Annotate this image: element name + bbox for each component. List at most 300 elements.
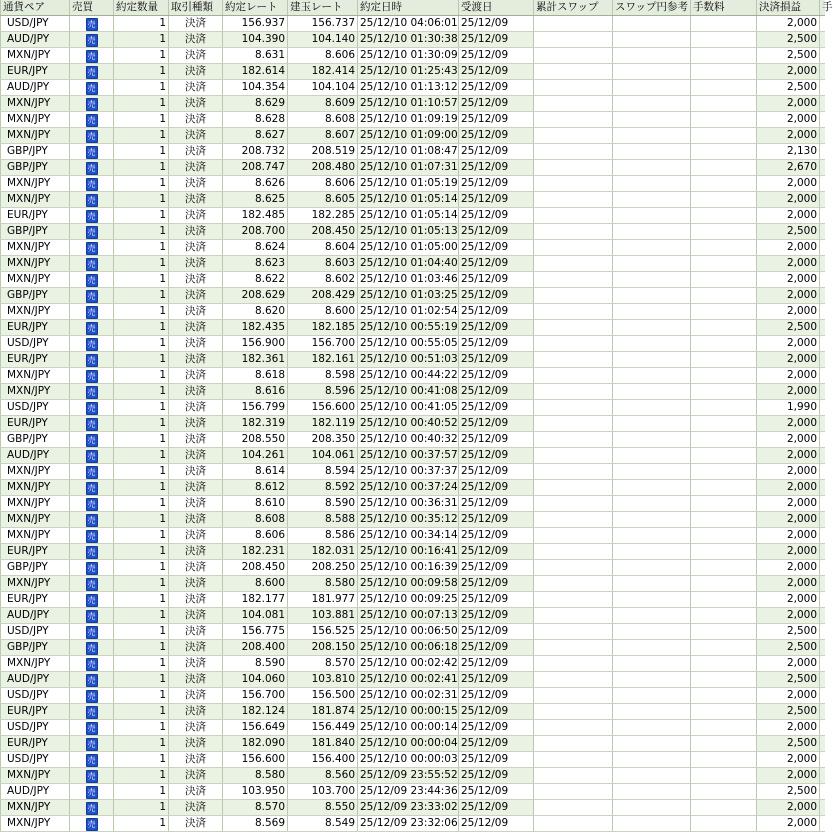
delivery-date-cell: 25/12/09 bbox=[459, 144, 534, 160]
table-row[interactable] bbox=[1, 672, 825, 688]
table-row[interactable] bbox=[1, 176, 825, 192]
sell-icon: 売 bbox=[87, 516, 96, 525]
col-header-cumulative-swap[interactable]: 累計スワップ bbox=[534, 0, 613, 16]
side-cell bbox=[70, 752, 114, 768]
col-header-delivery-date[interactable]: 受渡日 bbox=[459, 0, 534, 16]
sell-icon: 売 bbox=[87, 36, 96, 45]
currency-pair-cell: AUD/JPY bbox=[1, 608, 70, 624]
truncated-cell bbox=[820, 32, 825, 48]
fee-cell bbox=[691, 576, 757, 592]
exec-datetime-cell: 25/12/10 01:05:19 bbox=[358, 176, 459, 192]
cumulative-swap-cell bbox=[534, 672, 613, 688]
position-rate-cell: 8.607 bbox=[288, 128, 358, 144]
currency-pair-cell: AUD/JPY bbox=[1, 672, 70, 688]
sell-icon: 売 bbox=[87, 340, 96, 349]
trade-type-cell: 決済 bbox=[169, 16, 223, 32]
col-header-truncated[interactable]: 手 bbox=[820, 0, 825, 16]
col-header-exec-datetime[interactable]: 約定日時 bbox=[358, 0, 459, 16]
swap-yen-ref-cell bbox=[613, 272, 691, 288]
position-rate-cell: 8.598 bbox=[288, 368, 358, 384]
fee-cell bbox=[691, 240, 757, 256]
settlement-pl-cell: 2,130 bbox=[757, 144, 820, 160]
cumulative-swap-cell bbox=[534, 384, 613, 400]
delivery-date-cell: 25/12/09 bbox=[459, 736, 534, 752]
table-row[interactable] bbox=[1, 272, 825, 288]
quantity-cell: 1 bbox=[114, 224, 169, 240]
truncated-cell bbox=[820, 224, 825, 240]
quantity-cell: 1 bbox=[114, 432, 169, 448]
table-row[interactable] bbox=[1, 752, 825, 768]
position-rate-cell: 8.606 bbox=[288, 176, 358, 192]
truncated-cell bbox=[820, 624, 825, 640]
quantity-cell: 1 bbox=[114, 48, 169, 64]
truncated-cell bbox=[820, 384, 825, 400]
table-row[interactable] bbox=[1, 464, 825, 480]
currency-pair-cell: EUR/JPY bbox=[1, 320, 70, 336]
settlement-pl-cell: 2,000 bbox=[757, 800, 820, 816]
side-cell bbox=[70, 528, 114, 544]
truncated-cell bbox=[820, 464, 825, 480]
currency-pair-cell: MXN/JPY bbox=[1, 480, 70, 496]
table-row[interactable] bbox=[1, 288, 825, 304]
exec-rate-cell: 8.624 bbox=[223, 240, 288, 256]
swap-yen-ref-cell bbox=[613, 64, 691, 80]
settlement-pl-cell: 2,000 bbox=[757, 368, 820, 384]
truncated-cell bbox=[820, 416, 825, 432]
table-row[interactable] bbox=[1, 736, 825, 752]
settlement-pl-cell: 2,000 bbox=[757, 352, 820, 368]
trade-type-cell: 決済 bbox=[169, 544, 223, 560]
side-cell bbox=[70, 432, 114, 448]
col-header-fee[interactable]: 手数料 bbox=[691, 0, 757, 16]
exec-datetime-cell: 25/12/10 00:40:52 bbox=[358, 416, 459, 432]
delivery-date-cell: 25/12/09 bbox=[459, 512, 534, 528]
cumulative-swap-cell bbox=[534, 368, 613, 384]
exec-rate-cell: 8.606 bbox=[223, 528, 288, 544]
currency-pair-cell: USD/JPY bbox=[1, 688, 70, 704]
trade-type-cell: 決済 bbox=[169, 736, 223, 752]
col-header-currency-pair[interactable]: 通貨ペア bbox=[1, 0, 70, 16]
fee-cell bbox=[691, 304, 757, 320]
cumulative-swap-cell bbox=[534, 528, 613, 544]
quantity-cell: 1 bbox=[114, 736, 169, 752]
swap-yen-ref-cell bbox=[613, 96, 691, 112]
fee-cell bbox=[691, 96, 757, 112]
side-cell bbox=[70, 224, 114, 240]
trade-type-cell: 決済 bbox=[169, 48, 223, 64]
col-header-quantity[interactable]: 約定数量 bbox=[114, 0, 169, 16]
settlement-pl-cell: 2,500 bbox=[757, 320, 820, 336]
exec-rate-cell: 8.590 bbox=[223, 656, 288, 672]
table-row[interactable] bbox=[1, 816, 825, 832]
position-rate-cell: 104.104 bbox=[288, 80, 358, 96]
exec-rate-cell: 182.485 bbox=[223, 208, 288, 224]
exec-rate-cell: 182.435 bbox=[223, 320, 288, 336]
fee-cell bbox=[691, 352, 757, 368]
fee-cell bbox=[691, 64, 757, 80]
exec-rate-cell: 8.614 bbox=[223, 464, 288, 480]
exec-rate-cell: 156.900 bbox=[223, 336, 288, 352]
table-row[interactable] bbox=[1, 128, 825, 144]
table-row[interactable] bbox=[1, 256, 825, 272]
settlement-pl-cell: 2,000 bbox=[757, 272, 820, 288]
cumulative-swap-cell bbox=[534, 64, 613, 80]
trade-type-cell: 決済 bbox=[169, 432, 223, 448]
fee-cell bbox=[691, 448, 757, 464]
position-rate-cell: 8.590 bbox=[288, 496, 358, 512]
position-rate-cell: 104.140 bbox=[288, 32, 358, 48]
delivery-date-cell: 25/12/09 bbox=[459, 80, 534, 96]
fee-cell bbox=[691, 368, 757, 384]
trade-type-cell: 決済 bbox=[169, 656, 223, 672]
currency-pair-cell: MXN/JPY bbox=[1, 192, 70, 208]
side-cell bbox=[70, 512, 114, 528]
cumulative-swap-cell bbox=[534, 336, 613, 352]
position-rate-cell: 208.519 bbox=[288, 144, 358, 160]
table-row[interactable] bbox=[1, 304, 825, 320]
truncated-cell bbox=[820, 768, 825, 784]
trade-type-cell: 決済 bbox=[169, 176, 223, 192]
table-row[interactable] bbox=[1, 48, 825, 64]
side-cell bbox=[70, 96, 114, 112]
fee-cell bbox=[691, 464, 757, 480]
swap-yen-ref-cell bbox=[613, 640, 691, 656]
col-header-trade-type[interactable]: 取引種類 bbox=[169, 0, 223, 16]
table-row[interactable] bbox=[1, 80, 825, 96]
table-row[interactable] bbox=[1, 496, 825, 512]
quantity-cell: 1 bbox=[114, 800, 169, 816]
exec-rate-cell: 156.799 bbox=[223, 400, 288, 416]
swap-yen-ref-cell bbox=[613, 528, 691, 544]
side-cell bbox=[70, 256, 114, 272]
truncated-cell bbox=[820, 688, 825, 704]
table-row[interactable] bbox=[1, 240, 825, 256]
exec-rate-cell: 8.618 bbox=[223, 368, 288, 384]
swap-yen-ref-cell bbox=[613, 336, 691, 352]
position-rate-cell: 8.603 bbox=[288, 256, 358, 272]
exec-datetime-cell: 25/12/10 04:06:01 bbox=[358, 16, 459, 32]
quantity-cell: 1 bbox=[114, 720, 169, 736]
exec-datetime-cell: 25/12/10 01:05:14 bbox=[358, 208, 459, 224]
settlement-pl-cell: 2,000 bbox=[757, 816, 820, 832]
cumulative-swap-cell bbox=[534, 512, 613, 528]
fee-cell bbox=[691, 192, 757, 208]
exec-rate-cell: 182.177 bbox=[223, 592, 288, 608]
trade-type-cell: 決済 bbox=[169, 320, 223, 336]
trade-type-cell: 決済 bbox=[169, 816, 223, 832]
quantity-cell: 1 bbox=[114, 32, 169, 48]
truncated-cell bbox=[820, 304, 825, 320]
table-row[interactable] bbox=[1, 64, 825, 80]
trade-type-cell: 決済 bbox=[169, 400, 223, 416]
delivery-date-cell: 25/12/09 bbox=[459, 176, 534, 192]
sell-icon: 売 bbox=[87, 580, 96, 589]
col-header-swap-yen-ref[interactable]: スワップ円参考 bbox=[613, 0, 691, 16]
swap-yen-ref-cell bbox=[613, 448, 691, 464]
currency-pair-cell: MXN/JPY bbox=[1, 272, 70, 288]
fee-cell bbox=[691, 400, 757, 416]
trade-type-cell: 決済 bbox=[169, 80, 223, 96]
exec-rate-cell: 208.629 bbox=[223, 288, 288, 304]
delivery-date-cell: 25/12/09 bbox=[459, 624, 534, 640]
table-row[interactable] bbox=[1, 432, 825, 448]
position-rate-cell: 8.594 bbox=[288, 464, 358, 480]
trade-type-cell: 決済 bbox=[169, 144, 223, 160]
trade-type-cell: 決済 bbox=[169, 416, 223, 432]
delivery-date-cell: 25/12/09 bbox=[459, 528, 534, 544]
side-cell bbox=[70, 464, 114, 480]
exec-datetime-cell: 25/12/10 00:44:22 bbox=[358, 368, 459, 384]
table-row[interactable] bbox=[1, 384, 825, 400]
swap-yen-ref-cell bbox=[613, 432, 691, 448]
exec-datetime-cell: 25/12/10 01:03:46 bbox=[358, 272, 459, 288]
table-row[interactable] bbox=[1, 528, 825, 544]
sell-icon: 売 bbox=[87, 308, 96, 317]
delivery-date-cell: 25/12/09 bbox=[459, 64, 534, 80]
table-row[interactable] bbox=[1, 720, 825, 736]
table-row[interactable] bbox=[1, 704, 825, 720]
settlement-pl-cell: 2,500 bbox=[757, 224, 820, 240]
sell-icon: 売 bbox=[87, 676, 96, 685]
fee-cell bbox=[691, 384, 757, 400]
exec-rate-cell: 208.550 bbox=[223, 432, 288, 448]
table-row[interactable] bbox=[1, 592, 825, 608]
table-row[interactable] bbox=[1, 480, 825, 496]
side-cell bbox=[70, 80, 114, 96]
table-row[interactable] bbox=[1, 576, 825, 592]
delivery-date-cell: 25/12/09 bbox=[459, 128, 534, 144]
quantity-cell: 1 bbox=[114, 272, 169, 288]
table-row[interactable] bbox=[1, 768, 825, 784]
position-rate-cell: 156.500 bbox=[288, 688, 358, 704]
position-rate-cell: 8.606 bbox=[288, 48, 358, 64]
table-row[interactable] bbox=[1, 144, 825, 160]
table-row[interactable] bbox=[1, 336, 825, 352]
cumulative-swap-cell bbox=[534, 704, 613, 720]
delivery-date-cell: 25/12/09 bbox=[459, 288, 534, 304]
table-row[interactable] bbox=[1, 640, 825, 656]
settlement-pl-cell: 2,500 bbox=[757, 640, 820, 656]
exec-rate-cell: 156.649 bbox=[223, 720, 288, 736]
table-row[interactable] bbox=[1, 112, 825, 128]
side-cell bbox=[70, 416, 114, 432]
quantity-cell: 1 bbox=[114, 64, 169, 80]
exec-rate-cell: 156.600 bbox=[223, 752, 288, 768]
sell-icon: 売 bbox=[87, 68, 96, 77]
settlement-pl-cell: 2,500 bbox=[757, 624, 820, 640]
cumulative-swap-cell bbox=[534, 432, 613, 448]
exec-datetime-cell: 25/12/09 23:44:36 bbox=[358, 784, 459, 800]
table-row[interactable] bbox=[1, 320, 825, 336]
swap-yen-ref-cell bbox=[613, 576, 691, 592]
sell-icon: 売 bbox=[87, 644, 96, 653]
col-header-settlement-pl[interactable]: 決済損益 bbox=[757, 0, 820, 16]
position-rate-cell: 182.119 bbox=[288, 416, 358, 432]
exec-datetime-cell: 25/12/10 00:00:04 bbox=[358, 736, 459, 752]
exec-datetime-cell: 25/12/10 00:02:31 bbox=[358, 688, 459, 704]
cumulative-swap-cell bbox=[534, 592, 613, 608]
side-cell bbox=[70, 720, 114, 736]
truncated-cell bbox=[820, 608, 825, 624]
sell-icon: 売 bbox=[87, 324, 96, 333]
side-cell bbox=[70, 128, 114, 144]
position-rate-cell: 182.285 bbox=[288, 208, 358, 224]
side-cell bbox=[70, 816, 114, 832]
currency-pair-cell: EUR/JPY bbox=[1, 352, 70, 368]
truncated-cell bbox=[820, 496, 825, 512]
trade-type-cell: 決済 bbox=[169, 240, 223, 256]
settlement-pl-cell: 2,000 bbox=[757, 112, 820, 128]
table-row[interactable] bbox=[1, 352, 825, 368]
quantity-cell: 1 bbox=[114, 480, 169, 496]
quantity-cell: 1 bbox=[114, 304, 169, 320]
exec-datetime-cell: 25/12/10 00:06:18 bbox=[358, 640, 459, 656]
truncated-cell bbox=[820, 144, 825, 160]
side-cell bbox=[70, 624, 114, 640]
position-rate-cell: 208.350 bbox=[288, 432, 358, 448]
truncated-cell bbox=[820, 576, 825, 592]
table-row[interactable] bbox=[1, 160, 825, 176]
table-row[interactable] bbox=[1, 688, 825, 704]
swap-yen-ref-cell bbox=[613, 416, 691, 432]
position-rate-cell: 182.031 bbox=[288, 544, 358, 560]
settlement-pl-cell: 2,000 bbox=[757, 96, 820, 112]
position-rate-cell: 182.161 bbox=[288, 352, 358, 368]
exec-datetime-cell: 25/12/10 00:36:31 bbox=[358, 496, 459, 512]
position-rate-cell: 208.450 bbox=[288, 224, 358, 240]
cumulative-swap-cell bbox=[534, 48, 613, 64]
side-cell bbox=[70, 656, 114, 672]
currency-pair-cell: EUR/JPY bbox=[1, 704, 70, 720]
settlement-pl-cell: 2,000 bbox=[757, 480, 820, 496]
position-rate-cell: 8.608 bbox=[288, 112, 358, 128]
side-cell bbox=[70, 336, 114, 352]
swap-yen-ref-cell bbox=[613, 688, 691, 704]
table-row[interactable] bbox=[1, 544, 825, 560]
exec-datetime-cell: 25/12/10 00:06:50 bbox=[358, 624, 459, 640]
exec-datetime-cell: 25/12/10 00:55:05 bbox=[358, 336, 459, 352]
table-row[interactable] bbox=[1, 448, 825, 464]
position-rate-cell: 8.602 bbox=[288, 272, 358, 288]
fee-cell bbox=[691, 32, 757, 48]
cumulative-swap-cell bbox=[534, 688, 613, 704]
sell-icon: 売 bbox=[87, 372, 96, 381]
delivery-date-cell: 25/12/09 bbox=[459, 560, 534, 576]
trade-type-cell: 決済 bbox=[169, 272, 223, 288]
table-row[interactable] bbox=[1, 560, 825, 576]
col-header-side[interactable]: 売買 bbox=[70, 0, 114, 16]
swap-yen-ref-cell bbox=[613, 512, 691, 528]
table-row[interactable] bbox=[1, 656, 825, 672]
truncated-cell bbox=[820, 544, 825, 560]
position-rate-cell: 8.596 bbox=[288, 384, 358, 400]
table-row[interactable] bbox=[1, 32, 825, 48]
exec-rate-cell: 8.616 bbox=[223, 384, 288, 400]
exec-datetime-cell: 25/12/10 00:55:19 bbox=[358, 320, 459, 336]
table-row[interactable] bbox=[1, 608, 825, 624]
currency-pair-cell: MXN/JPY bbox=[1, 112, 70, 128]
truncated-cell bbox=[820, 656, 825, 672]
side-cell bbox=[70, 480, 114, 496]
position-rate-cell: 208.429 bbox=[288, 288, 358, 304]
table-row[interactable] bbox=[1, 16, 825, 32]
settlement-pl-cell: 2,000 bbox=[757, 656, 820, 672]
table-row[interactable] bbox=[1, 512, 825, 528]
table-row[interactable] bbox=[1, 368, 825, 384]
currency-pair-cell: AUD/JPY bbox=[1, 32, 70, 48]
side-cell bbox=[70, 288, 114, 304]
truncated-cell bbox=[820, 512, 825, 528]
position-rate-cell: 8.592 bbox=[288, 480, 358, 496]
table-row[interactable] bbox=[1, 800, 825, 816]
table-row[interactable] bbox=[1, 416, 825, 432]
table-row[interactable] bbox=[1, 208, 825, 224]
exec-rate-cell: 8.570 bbox=[223, 800, 288, 816]
exec-rate-cell: 8.580 bbox=[223, 768, 288, 784]
table-row[interactable] bbox=[1, 784, 825, 800]
swap-yen-ref-cell bbox=[613, 464, 691, 480]
col-header-exec-rate[interactable]: 約定レート bbox=[223, 0, 288, 16]
quantity-cell: 1 bbox=[114, 704, 169, 720]
position-rate-cell: 103.700 bbox=[288, 784, 358, 800]
cumulative-swap-cell bbox=[534, 736, 613, 752]
currency-pair-cell: MXN/JPY bbox=[1, 528, 70, 544]
fee-cell bbox=[691, 592, 757, 608]
fee-cell bbox=[691, 736, 757, 752]
delivery-date-cell: 25/12/09 bbox=[459, 704, 534, 720]
trade-type-cell: 決済 bbox=[169, 32, 223, 48]
sell-icon: 売 bbox=[87, 468, 96, 477]
sell-icon: 売 bbox=[87, 260, 96, 269]
side-cell bbox=[70, 304, 114, 320]
settlement-pl-cell: 2,000 bbox=[757, 384, 820, 400]
position-rate-cell: 156.525 bbox=[288, 624, 358, 640]
table-row[interactable] bbox=[1, 96, 825, 112]
exec-datetime-cell: 25/12/10 01:02:54 bbox=[358, 304, 459, 320]
side-cell bbox=[70, 768, 114, 784]
fee-cell bbox=[691, 768, 757, 784]
trade-type-cell: 決済 bbox=[169, 192, 223, 208]
fee-cell bbox=[691, 560, 757, 576]
quantity-cell: 1 bbox=[114, 496, 169, 512]
side-cell bbox=[70, 16, 114, 32]
table-row[interactable] bbox=[1, 192, 825, 208]
exec-rate-cell: 208.732 bbox=[223, 144, 288, 160]
sell-icon: 売 bbox=[87, 420, 96, 429]
delivery-date-cell: 25/12/09 bbox=[459, 368, 534, 384]
col-header-position-rate[interactable]: 建玉レート bbox=[288, 0, 358, 16]
exec-rate-cell: 8.620 bbox=[223, 304, 288, 320]
table-row[interactable] bbox=[1, 400, 825, 416]
currency-pair-cell: EUR/JPY bbox=[1, 416, 70, 432]
table-row[interactable] bbox=[1, 224, 825, 240]
trade-rows bbox=[1, 16, 825, 832]
quantity-cell: 1 bbox=[114, 336, 169, 352]
quantity-cell: 1 bbox=[114, 688, 169, 704]
swap-yen-ref-cell bbox=[613, 768, 691, 784]
position-rate-cell: 181.840 bbox=[288, 736, 358, 752]
side-cell bbox=[70, 544, 114, 560]
truncated-cell bbox=[820, 480, 825, 496]
exec-datetime-cell: 25/12/10 01:08:47 bbox=[358, 144, 459, 160]
sell-icon: 売 bbox=[87, 596, 96, 605]
truncated-cell bbox=[820, 288, 825, 304]
delivery-date-cell: 25/12/09 bbox=[459, 688, 534, 704]
position-rate-cell: 181.874 bbox=[288, 704, 358, 720]
truncated-cell bbox=[820, 272, 825, 288]
truncated-cell bbox=[820, 256, 825, 272]
table-row[interactable] bbox=[1, 624, 825, 640]
